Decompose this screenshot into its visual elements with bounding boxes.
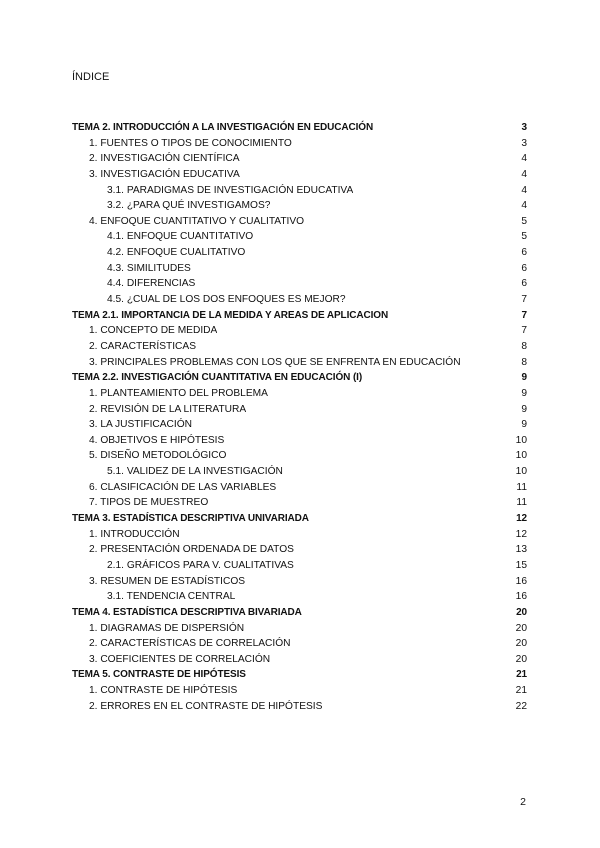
toc-entry-title: 5.1. VALIDEZ DE LA INVESTIGACIÓN: [107, 466, 283, 478]
toc-section-entry[interactable]: [72, 699, 527, 715]
toc-chapter-entry[interactable]: [72, 308, 527, 324]
toc-section-entry[interactable]: [72, 276, 527, 292]
toc-entry-page: 7: [521, 294, 527, 306]
toc-entry-title: 4.2. ENFOQUE CUALITATIVO: [107, 247, 246, 259]
toc-entry-title: TEMA 2.2. INVESTIGACIÓN CUANTITATIVA EN EDUCACIÓN (I): [72, 372, 363, 384]
toc-entry-page: 16: [515, 575, 527, 587]
toc-entry-page: 12: [515, 528, 527, 540]
toc-entry-title: 2. INVESTIGACIÓN CIENTÍFICA: [89, 153, 240, 165]
toc-section-entry[interactable]: [72, 636, 527, 652]
toc-entry-title: 3.1. TENDENCIA CENTRAL: [107, 591, 236, 603]
toc-entry-title: TEMA 2. INTRODUCCIÓN A LA INVESTIGACIÓN EN EDUCACIÓN: [72, 122, 374, 133]
toc-entry-title: 1. INTRODUCCIÓN: [89, 528, 180, 540]
toc-chapter-entry[interactable]: [72, 511, 527, 527]
toc-entry-title: 4.5. ¿CUAL DE LOS DOS ENFOQUES ES MEJOR?: [107, 294, 346, 306]
page-number: 2: [520, 796, 526, 808]
toc-section-entry[interactable]: [72, 245, 527, 261]
toc-entry-page: 4: [521, 184, 527, 196]
toc-section-entry[interactable]: [72, 323, 527, 339]
toc-entry-page: 4: [521, 200, 527, 212]
toc-entry-title: 4.3. SIMILITUDES: [107, 262, 191, 274]
toc-section-entry[interactable]: [72, 652, 527, 668]
toc-entry-page: 9: [521, 403, 527, 415]
toc-section-entry[interactable]: [72, 574, 527, 590]
toc-entry-title: 1. DIAGRAMAS DE DISPERSIÓN: [89, 622, 245, 634]
toc-entry-page: 3: [521, 122, 527, 133]
toc-section-entry[interactable]: [72, 198, 527, 214]
toc-entry-title: 2. ERRORES EN EL CONTRASTE DE HIPÓTESIS: [89, 700, 323, 712]
toc-entry-title: 2. CARACTERÍSTICAS: [89, 340, 196, 352]
toc-section-entry[interactable]: [72, 683, 527, 699]
toc-section-entry[interactable]: [72, 433, 527, 449]
toc-entry-page: 9: [521, 419, 527, 431]
toc-section-entry[interactable]: [72, 229, 527, 245]
toc-entry-page: 15: [515, 559, 527, 571]
toc-chapter-entry[interactable]: [72, 370, 527, 386]
toc-section-entry[interactable]: [72, 542, 527, 558]
toc-entry-page: 20: [515, 622, 527, 634]
toc-entry-title: 2. REVISIÓN DE LA LITERATURA: [89, 403, 247, 415]
toc-entry-title: TEMA 3. ESTADÍSTICA DESCRIPTIVA UNIVARIADA: [72, 513, 309, 525]
toc-section-entry[interactable]: [72, 417, 527, 433]
toc-entry-title: 1. CONTRASTE DE HIPÓTESIS: [89, 685, 238, 697]
toc-entry-page: 10: [515, 450, 527, 462]
toc-entry-page: 8: [521, 340, 527, 352]
toc-entry-title: 3. RESUMEN DE ESTADÍSTICOS: [89, 575, 246, 587]
toc-section-entry[interactable]: [72, 402, 527, 418]
toc-entry-page: 9: [521, 372, 527, 384]
toc-section-entry[interactable]: [72, 386, 527, 402]
toc-entry-page: 6: [521, 247, 527, 259]
toc-section-entry[interactable]: [72, 621, 527, 637]
toc-entry-page: 20: [515, 653, 527, 665]
toc-entry-page: 21: [515, 685, 527, 697]
toc-section-entry[interactable]: [72, 214, 527, 230]
toc-entry-title: 4. ENFOQUE CUANTITATIVO Y CUALITATIVO: [89, 215, 305, 227]
toc-entry-page: 7: [521, 309, 527, 321]
toc-entry-page: 21: [516, 669, 527, 681]
toc-entry-title: 1. CONCEPTO DE MEDIDA: [89, 325, 218, 337]
toc-section-entry[interactable]: [72, 292, 527, 308]
toc-section-entry[interactable]: [72, 136, 527, 152]
toc-section-entry[interactable]: [72, 448, 527, 464]
toc-entry-page: 20: [515, 638, 527, 650]
toc-entry-title: 6. CLASIFICACIÓN DE LAS VARIABLES: [89, 481, 277, 493]
toc-entry-title: 1. PLANTEAMIENTO DEL PROBLEMA: [89, 387, 268, 399]
toc-entry-page: 11: [516, 481, 527, 493]
toc-entry-page: 6: [521, 262, 527, 274]
toc-entry-title: 1. FUENTES O TIPOS DE CONOCIMIENTO: [89, 137, 292, 149]
toc-entry-page: 16: [515, 591, 527, 603]
toc-entry-title: 4.4. DIFERENCIAS: [107, 278, 196, 290]
toc-entry-page: 9: [521, 387, 527, 399]
toc-chapter-entry[interactable]: [72, 605, 527, 621]
toc-section-entry[interactable]: [72, 261, 527, 277]
toc-entry-title: TEMA 4. ESTADÍSTICA DESCRIPTIVA BIVARIADA: [72, 606, 302, 618]
toc-entry-page: 8: [521, 356, 527, 368]
toc-entry-page: 4: [521, 168, 527, 180]
toc-chapter-entry[interactable]: [72, 120, 527, 136]
toc-entry-page: 6: [521, 278, 527, 290]
toc-entry-page: 5: [521, 215, 527, 227]
toc-chapter-entry[interactable]: [72, 667, 527, 683]
toc-entry-page: 3: [521, 137, 527, 149]
toc-entry-title: 2. PRESENTACIÓN ORDENADA DE DATOS: [89, 544, 294, 556]
table-of-contents: [72, 120, 527, 714]
toc-entry-page: 11: [516, 497, 527, 509]
toc-entry-title: 3.2. ¿PARA QUÉ INVESTIGAMOS?: [107, 200, 271, 212]
toc-entry-title: 4. OBJETIVOS E HIPÓTESIS: [89, 434, 225, 446]
toc-entry-page: 7: [521, 325, 527, 337]
toc-section-entry[interactable]: [72, 151, 527, 167]
toc-entry-title: TEMA 5. CONTRASTE DE HIPÓTESIS: [72, 669, 246, 681]
toc-entry-page: 13: [515, 544, 527, 556]
toc-entry-page: 12: [516, 513, 527, 525]
toc-section-entry[interactable]: [72, 527, 527, 543]
toc-entry-page: 4: [521, 153, 527, 165]
toc-section-entry[interactable]: [72, 339, 527, 355]
toc-entry-title: 2.1. GRÁFICOS PARA V. CUALITATIVAS: [107, 559, 294, 571]
toc-entry-title: 4.1. ENFOQUE CUANTITATIVO: [107, 231, 254, 243]
toc-section-entry[interactable]: [72, 167, 527, 183]
toc-section-entry[interactable]: [72, 495, 527, 511]
toc-entry-title: 3.1. PARADIGMAS DE INVESTIGACIÓN EDUCATIVA: [107, 184, 354, 196]
toc-entry-title: 3. PRINCIPALES PROBLEMAS CON LOS QUE SE ENFRENTA EN EDUCACIÓN: [89, 356, 461, 368]
toc-entry-page: 22: [515, 700, 527, 712]
toc-entry-title: TEMA 2.1. IMPORTANCIA DE LA MEDIDA Y AREAS DE APLICACION: [72, 309, 389, 321]
toc-section-entry[interactable]: [72, 183, 527, 199]
toc-entry-title: 3. LA JUSTIFICACIÓN: [89, 419, 193, 431]
toc-entry-page: 10: [515, 466, 527, 478]
toc-section-entry[interactable]: [72, 355, 527, 371]
toc-entry-page: 5: [521, 231, 527, 243]
toc-entry-page: 10: [515, 434, 527, 446]
toc-entry-title: 2. CARACTERÍSTICAS DE CORRELACIÓN: [89, 638, 291, 650]
toc-section-entry[interactable]: [72, 480, 527, 496]
toc-entry-title: 7. TIPOS DE MUESTREO: [89, 497, 209, 509]
toc-entry-page: 20: [516, 606, 527, 618]
page-title: ÍNDICE: [72, 71, 110, 83]
toc-entry-title: 3. INVESTIGACIÓN EDUCATIVA: [89, 168, 240, 180]
toc-section-entry[interactable]: [72, 558, 527, 574]
toc-section-entry[interactable]: [72, 589, 527, 605]
toc-entry-title: 5. DISEÑO METODOLÓGICO: [89, 450, 227, 462]
toc-section-entry[interactable]: [72, 464, 527, 480]
toc-entry-title: 3. COEFICIENTES DE CORRELACIÓN: [89, 653, 271, 665]
